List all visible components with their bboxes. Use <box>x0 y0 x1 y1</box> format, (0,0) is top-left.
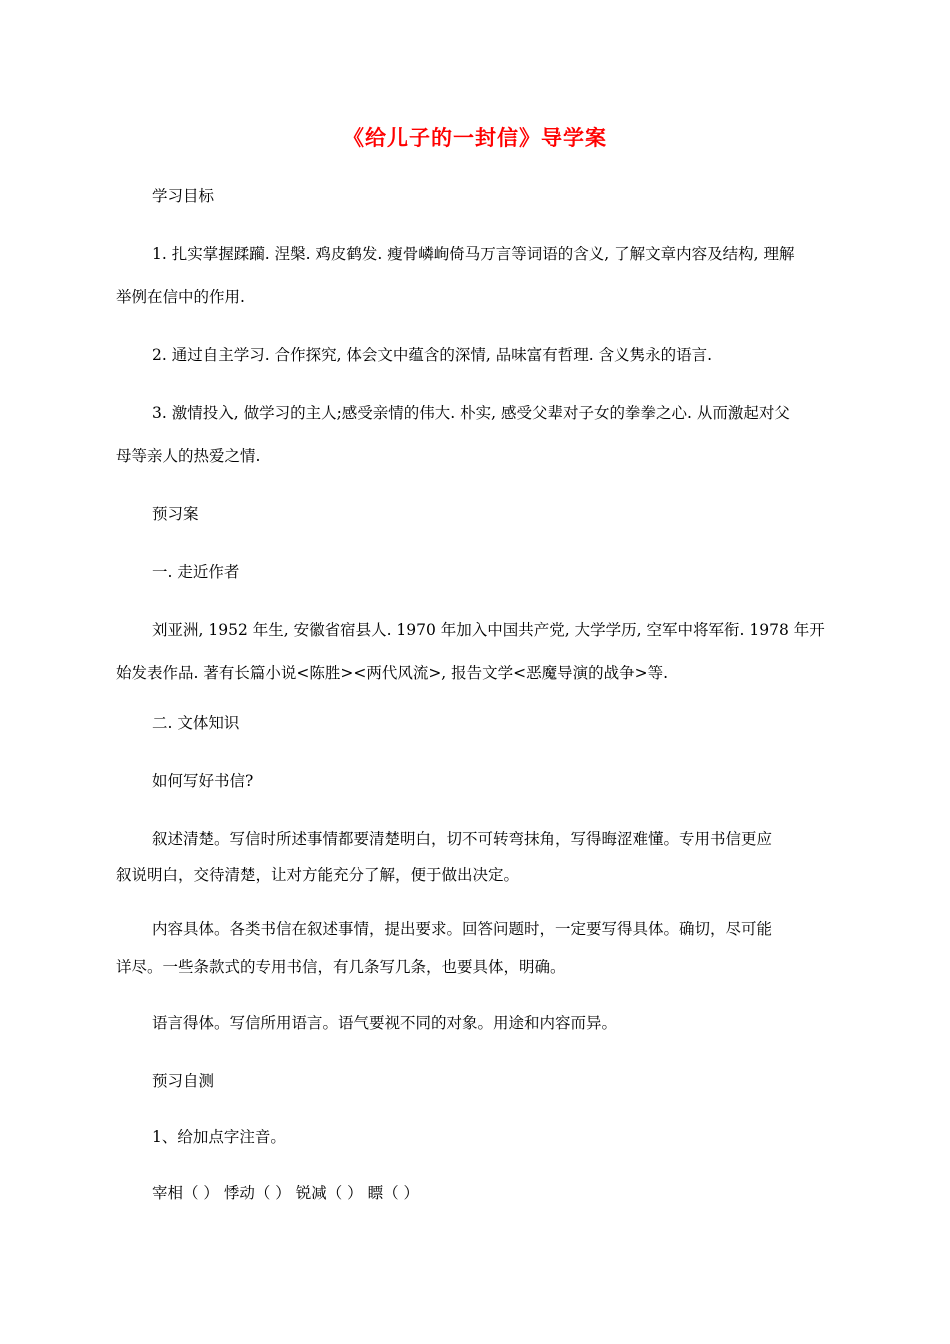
question-letter-writing: 如何写好书信? <box>152 772 254 790</box>
author-line-1: 刘亚洲, 1952 年生, 安徽省宿县人. 1970 年加入中国共产党, 大学学历, 空军中将军衔. 1978 年开 <box>152 621 825 639</box>
goal-1-line-1: 1. 扎实掌握蹂躏. 涅槃. 鸡皮鹤发. 瘦骨嶙峋倚马万言等词语的含义, 了解文章内容及结构, 理解 <box>152 245 795 263</box>
clarity-line-2: 叙说明白，交待清楚，让对方能充分了解，便于做出决定。 <box>116 866 520 884</box>
goal-1-line-2: 举例在信中的作用. <box>116 288 245 306</box>
heading-self-test: 预习自测 <box>152 1072 215 1090</box>
heading-genre: 二. 文体知识 <box>152 714 240 732</box>
clarity-line-1: 叙述清楚。写信时所述事情都要清楚明白，切不可转弯抹角，写得晦涩难懂。专用书信更应 <box>152 830 773 848</box>
pinyin-blanks: 宰相（ ） 悸动（ ） 锐减（ ） 瞟（ ） <box>152 1184 419 1202</box>
content-line-2: 详尽。一些条款式的专用书信，有几条写几条，也要具体，明确。 <box>116 958 566 976</box>
content-line-1: 内容具体。各类书信在叙述事情，提出要求。回答问题时，一定要写得具体。确切，尽可能 <box>152 920 773 938</box>
heading-author: 一. 走近作者 <box>152 563 240 581</box>
goal-3-line-2: 母等亲人的热爱之情. <box>116 447 261 465</box>
goal-3-line-1: 3. 激情投入, 做学习的主人;感受亲情的伟大. 朴实, 感受父辈对子女的拳拳之心. 从而激起对父 <box>152 404 790 422</box>
document-title: 《给儿子的一封信》导学案 <box>343 126 607 150</box>
exercise-1: 1、给加点字注音。 <box>152 1128 286 1146</box>
heading-preview: 预习案 <box>152 505 199 523</box>
goal-2: 2. 通过自主学习. 合作探究, 体会文中蕴含的深情, 品味富有哲理. 含义隽永的语言. <box>152 346 713 364</box>
author-line-2: 始发表作品. 著有长篇小说<陈胜><两代风流>, 报告文学<恶魔导演的战争>等. <box>116 664 669 682</box>
heading-learning-goals: 学习目标 <box>152 187 215 205</box>
language-line: 语言得体。写信所用语言。语气要视不同的对象。用途和内容而异。 <box>152 1014 618 1032</box>
